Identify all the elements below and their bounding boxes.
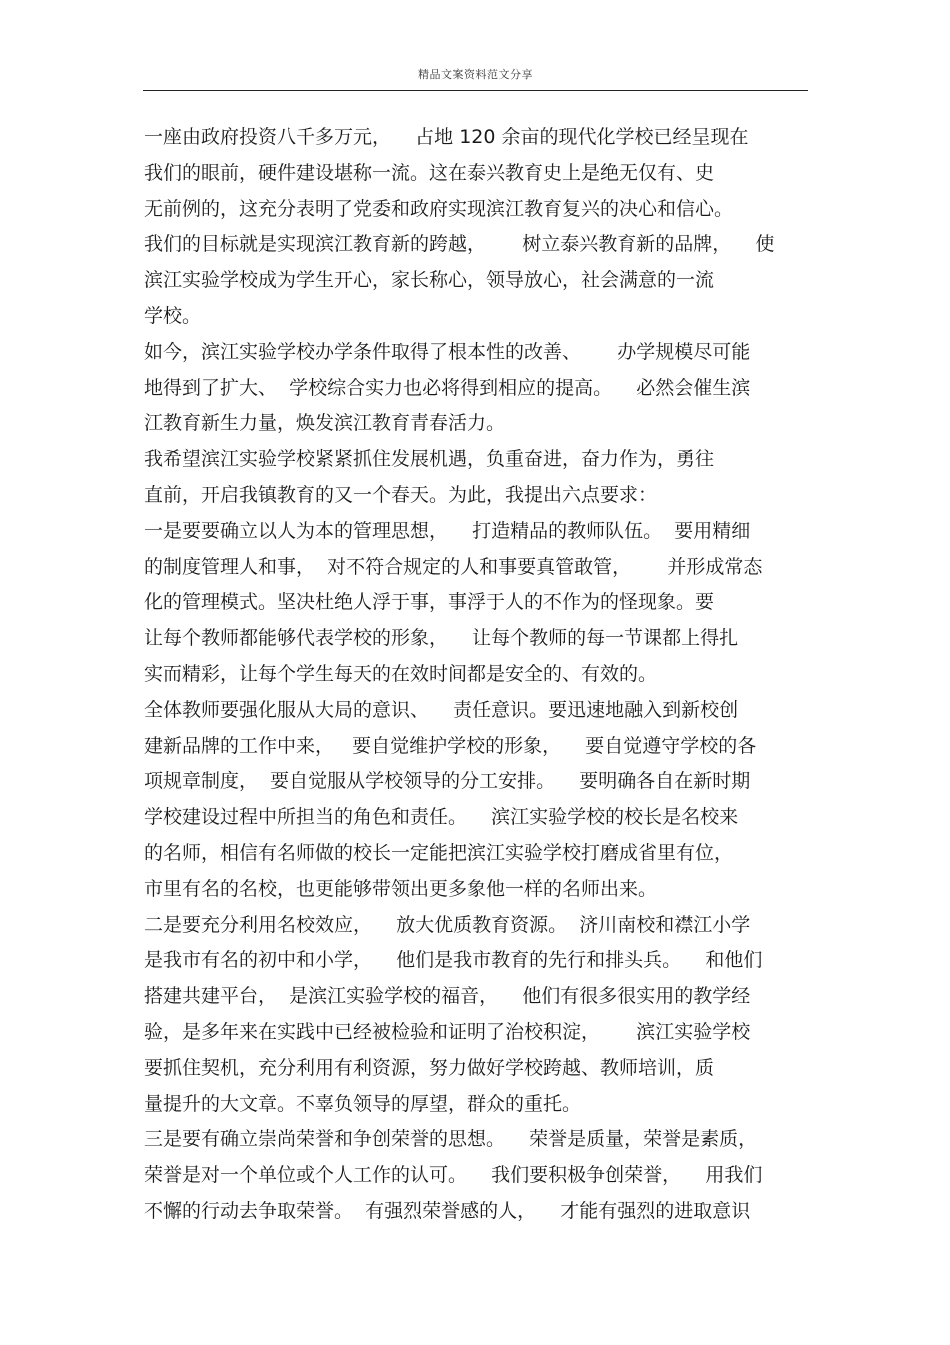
- text-line: 无前例的，这充分表明了党委和政府实现滨江教育复兴的决心和信心。: [144, 197, 734, 220]
- text-line: 我们的目标就是实现滨江教育新的跨越， 树立泰兴教育新的品牌， 使: [144, 233, 775, 256]
- text-line: 要抓住契机，充分利用有利资源，努力做好学校跨越、教师培训，质: [144, 1056, 715, 1079]
- text-line: 化的管理模式。坚决杜绝人浮于事，事浮于人的不作为的怪现象。要: [144, 591, 715, 614]
- text-line: 全体教师要强化服从大局的意识、 责任意识。要迅速地融入到新校创: [144, 698, 739, 721]
- text-line: 让每个教师都能够代表学校的形象， 让每个教师的每一节课都上得扎: [144, 627, 739, 650]
- text-line: 我们的眼前，硬件建设堪称一流。这在泰兴教育史上是绝无仅有、史: [144, 161, 715, 184]
- text-line: 量提升的大文章。不辜负领导的厚望，群众的重托。: [144, 1092, 582, 1115]
- text-line: 一是要要确立以人为本的管理思想， 打造精品的教师队伍。 要用精细: [144, 519, 751, 542]
- text-line: 三是要有确立崇尚荣誉和争创荣誉的思想。 荣誉是质量，荣誉是素质，: [144, 1128, 758, 1151]
- text-line: 建新品牌的工作中来， 要自觉维护学校的形象， 要自觉遵守学校的各: [144, 734, 757, 757]
- text-line: 地得到了扩大、 学校综合实力也必将得到相应的提高。 必然会催生滨: [144, 376, 751, 399]
- text-line: 实而精彩，让每个学生每天的在效时间都是安全的、有效的。: [144, 662, 658, 685]
- text-line: 二是要充分利用名校效应， 放大优质教育资源。 济川南校和襟江小学: [144, 913, 751, 936]
- text-line: 如今，滨江实验学校办学条件取得了根本性的改善、 办学规模尽可能: [144, 340, 751, 363]
- text-line: 我希望滨江实验学校紧紧抓住发展机遇，负重奋进，奋力作为，勇往: [144, 448, 715, 471]
- text-line: 是我市有名的初中和小学， 他们是我市教育的先行和排头兵。 和他们: [144, 949, 763, 972]
- text-line: 不懈的行动去争取荣誉。 有强烈荣誉感的人， 才能有强烈的进取意识: [144, 1199, 751, 1222]
- page-header: 精品文案资料范文分享: [418, 68, 533, 81]
- text-line: 的名师，相信有名师做的校长一定能把滨江实验学校打磨成省里有位，: [144, 841, 734, 864]
- text-line: 江教育新生力量，焕发滨江教育青春活力。: [144, 412, 506, 435]
- text-line: 验，是多年来在实践中已经被检验和证明了治校积淀， 滨江实验学校: [144, 1020, 751, 1043]
- header-divider: [143, 90, 808, 91]
- text-line: 一座由政府投资八千多万元， 占地 120 余亩的现代化学校已经呈现在: [144, 126, 749, 148]
- text-line: 市里有名的名校，也更能够带领出更多象他一样的名师出来。: [144, 877, 658, 900]
- text-line: 项规章制度， 要自觉服从学校领导的分工安排。 要明确各自在新时期: [144, 770, 751, 793]
- text-line: 直前，开启我镇教育的又一个春天。为此，我提出六点要求：: [144, 483, 658, 506]
- document-body: [144, 120, 824, 1230]
- text-line: 滨江实验学校成为学生开心，家长称心，领导放心，社会满意的一流: [144, 269, 715, 292]
- text-line: 学校建设过程中所担当的角色和责任。 滨江实验学校的校长是名校来: [144, 806, 739, 829]
- text-line: 的制度管理人和事， 对不符合规定的人和事要真管敢管， 并形成常态: [144, 555, 763, 578]
- text-line: 荣誉是对一个单位或个人工作的认可。 我们要积极争创荣誉， 用我们: [144, 1164, 763, 1187]
- text-line: 搭建共建平台， 是滨江实验学校的福音， 他们有很多很实用的教学经: [144, 985, 751, 1008]
- text-line: 学校。: [144, 304, 202, 327]
